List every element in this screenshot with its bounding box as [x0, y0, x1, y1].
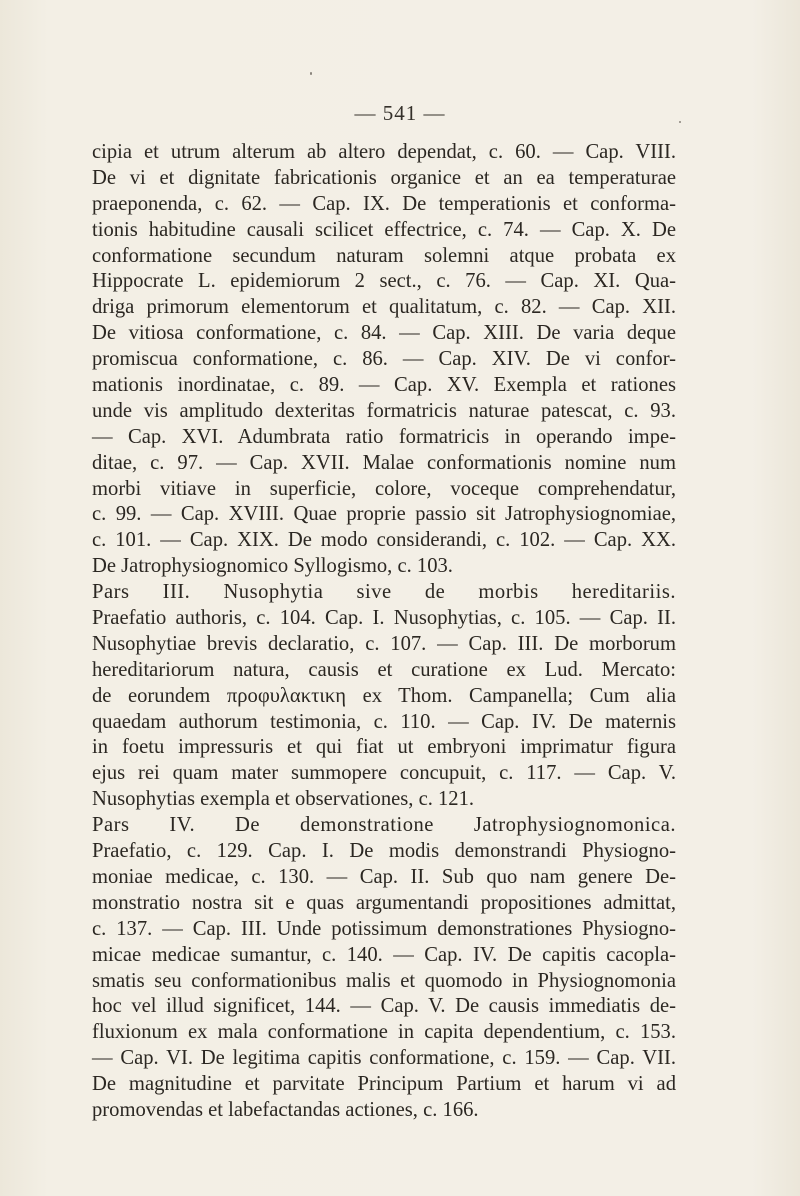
text-line: c. 137. — Cap. III. Unde potissimum demonstrationes Physiogno- [92, 917, 676, 940]
page-number: — 541 — [354, 101, 446, 125]
text-line: monstratio nostra sit e quas argumentandi propositiones admittat, [92, 891, 676, 914]
text-line: — Cap. VI. De legitima capitis conformatione, c. 159. — Cap. VII. [92, 1047, 676, 1070]
text-line: Praefatio, c. 129. Cap. I. De modis demonstrandi Physiogno- [92, 840, 676, 863]
text-line: Nusophytiae brevis declaratio, c. 107. — Cap. III. De morborum [92, 632, 676, 655]
text-line: smatis seu conformationibus malis et quomodo in Physiognomonia [92, 969, 676, 992]
text-line: driga primorum elementorum et qualitatum, c. 82. — Cap. XII. [92, 296, 676, 319]
text-line: quaedam authorum testimonia, c. 110. — Cap. IV. De maternis [92, 710, 676, 733]
text-line: Praefatio authoris, c. 104. Cap. I. Nusophytias, c. 105. — Cap. II. [92, 607, 676, 630]
section-heading: Pars IV. De demonstratione Jatrophysiognomonica. [92, 814, 676, 837]
text-line: De Jatrophysiognomico Syllogismo, c. 103. [92, 555, 453, 578]
text-line: promovendas et labefactandas actiones, c. 166. [92, 1098, 479, 1121]
text-line: De magnitudine et parvitate Principum Partium et harum vi ad [92, 1073, 676, 1096]
text-line: De vitiosa conformatione, c. 84. — Cap. XIII. De varia deque [92, 322, 676, 345]
text-line: Hippocrate L. epidemiorum 2 sect., c. 76. — Cap. XI. Qua- [92, 270, 676, 293]
text-line: unde vis amplitudo dexteritas formatricis naturae patescat, c. 93. [92, 399, 676, 422]
text-line: praeponenda, c. 62. — Cap. IX. De temperationis et conforma- [92, 192, 676, 215]
text-line: tionis habitudine causali scilicet effectrice, c. 74. — Cap. X. De [92, 218, 676, 241]
text-line: conformatione secundum naturam solemni atque probata ex [92, 244, 676, 267]
section-heading: Pars III. Nusophytia sive de morbis hereditariis. [92, 581, 676, 604]
text-line: promiscua conformatione, c. 86. — Cap. XIV. De vi confor- [92, 348, 676, 371]
text-line: micae medicae sumantur, c. 140. — Cap. IV. De capitis cacopla- [92, 943, 676, 966]
text-line: moniae medicae, c. 130. — Cap. II. Sub quo nam genere De- [92, 865, 676, 888]
text-line: de eorundem προφυλακτικη ex Thom. Campanella; Cum alia [92, 684, 676, 707]
text-line: Nusophytias exempla et observationes, c. 121. [92, 788, 475, 811]
text-line: in foetu impressuris et qui fiat ut embryoni imprimatur figura [92, 736, 676, 759]
text-line: hoc vel illud significet, 144. — Cap. V. De causis immediatis de- [92, 995, 676, 1018]
ink-speck [310, 72, 312, 75]
text-line: — Cap. XVI. Adumbrata ratio formatricis in operando impe- [92, 425, 676, 448]
text-line: ditae, c. 97. — Cap. XVII. Malae conformationis nomine num [92, 451, 676, 474]
text-line: mationis inordinatae, c. 89. — Cap. XV. Exempla et rationes [92, 374, 676, 397]
text-line: hereditariorum natura, causis et curatione ex Lud. Mercato: [92, 658, 676, 681]
text-line: morbi vitiave in superficie, colore, voceque comprehendatur, [92, 477, 676, 500]
text-line: De vi et dignitate fabricationis organice et an ea temperaturae [92, 166, 676, 189]
text-line: ejus rei quam mater summopere concupuit, c. 117. — Cap. V. [92, 762, 676, 785]
text-line: c. 101. — Cap. XIX. De modo considerandi, c. 102. — Cap. XX. [92, 529, 676, 552]
body-text [92, 140, 676, 1124]
text-line: cipia et utrum alterum ab altero dependat, c. 60. — Cap. VIII. [92, 141, 676, 163]
text-line: fluxionum ex mala conformatione in capita dependentium, c. 153. [92, 1021, 676, 1044]
text-line: c. 99. — Cap. XVIII. Quae proprie passio sit Jatrophysiognomiae, [92, 503, 676, 526]
